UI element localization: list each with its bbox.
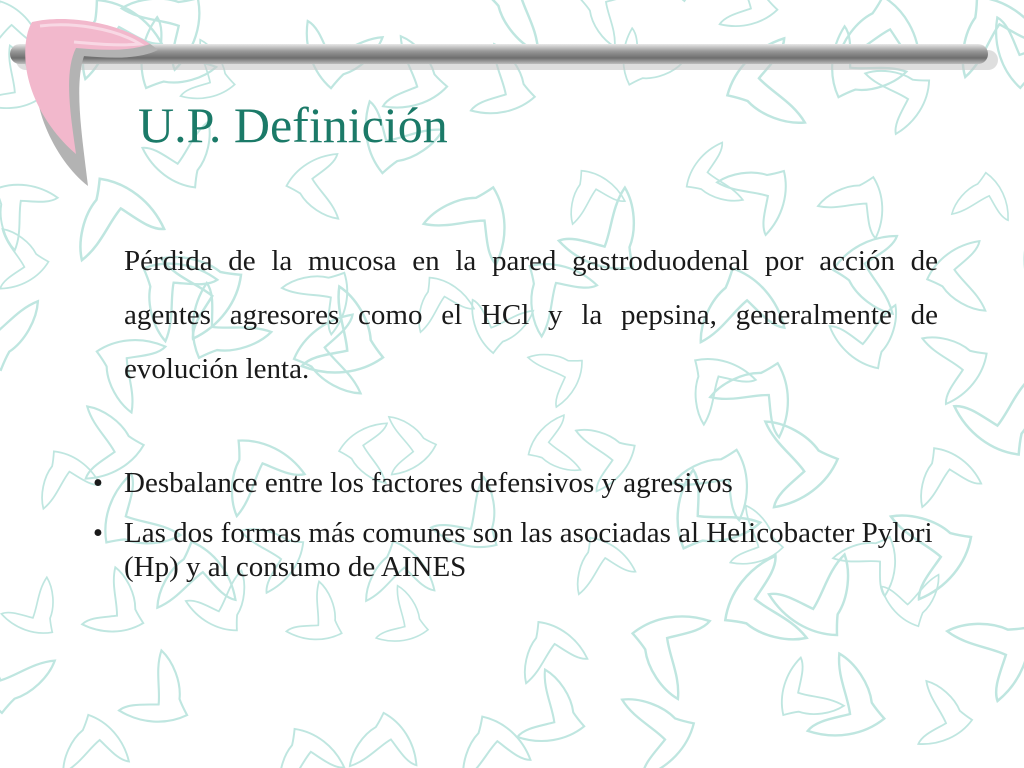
slide-title: U.P. Definición	[138, 97, 448, 153]
boomerang-doodle-icon	[651, 0, 736, 3]
boomerang-doodle-icon	[337, 710, 426, 768]
boomerang-doodle-icon	[283, 145, 369, 231]
bullet-icon: •	[92, 467, 104, 499]
boomerang-doodle-icon	[0, 218, 51, 297]
boomerang-doodle-icon	[263, 725, 351, 768]
boomerang-doodle-icon	[446, 712, 538, 768]
boomerang-doodle-icon	[48, 711, 137, 768]
bullet-list	[88, 466, 968, 600]
boomerang-doodle-icon	[592, 680, 698, 768]
boomerang-doodle-icon	[943, 170, 1017, 243]
boomerang-doodle-icon	[683, 137, 763, 216]
boomerang-doodle-icon	[631, 607, 727, 706]
boomerang-doodle-icon	[702, 0, 779, 35]
boomerang-doodle-icon	[893, 671, 974, 753]
boomerang-doodle-icon	[508, 618, 593, 704]
list-item	[88, 516, 968, 584]
bullet-text: Desbalance entre los factores defensivos y agresivos	[124, 467, 733, 499]
boomerang-doodle-icon	[1020, 196, 1024, 291]
definition-paragraph: Pérdida de la mucosa en la pared gastroduodenal por acción de agentes agresores como el HCl y la pepsina, generalmente de evolución lenta.	[124, 245, 938, 385]
bullet-icon: •	[92, 517, 104, 549]
bullet-text: Las dos formas más comunes son las asociadas al Helicobacter Pylori (Hp) y al consumo de AINES	[124, 517, 933, 583]
boomerang-doodle-icon	[947, 347, 1024, 460]
list-item	[88, 466, 968, 500]
boomerang-doodle-icon	[117, 650, 187, 723]
boomerang-doodle-icon	[932, 605, 1024, 705]
boomerang-doodle-icon	[0, 569, 65, 637]
boomerang-doodle-icon	[557, 167, 630, 241]
boomerang-doodle-icon	[791, 647, 886, 745]
